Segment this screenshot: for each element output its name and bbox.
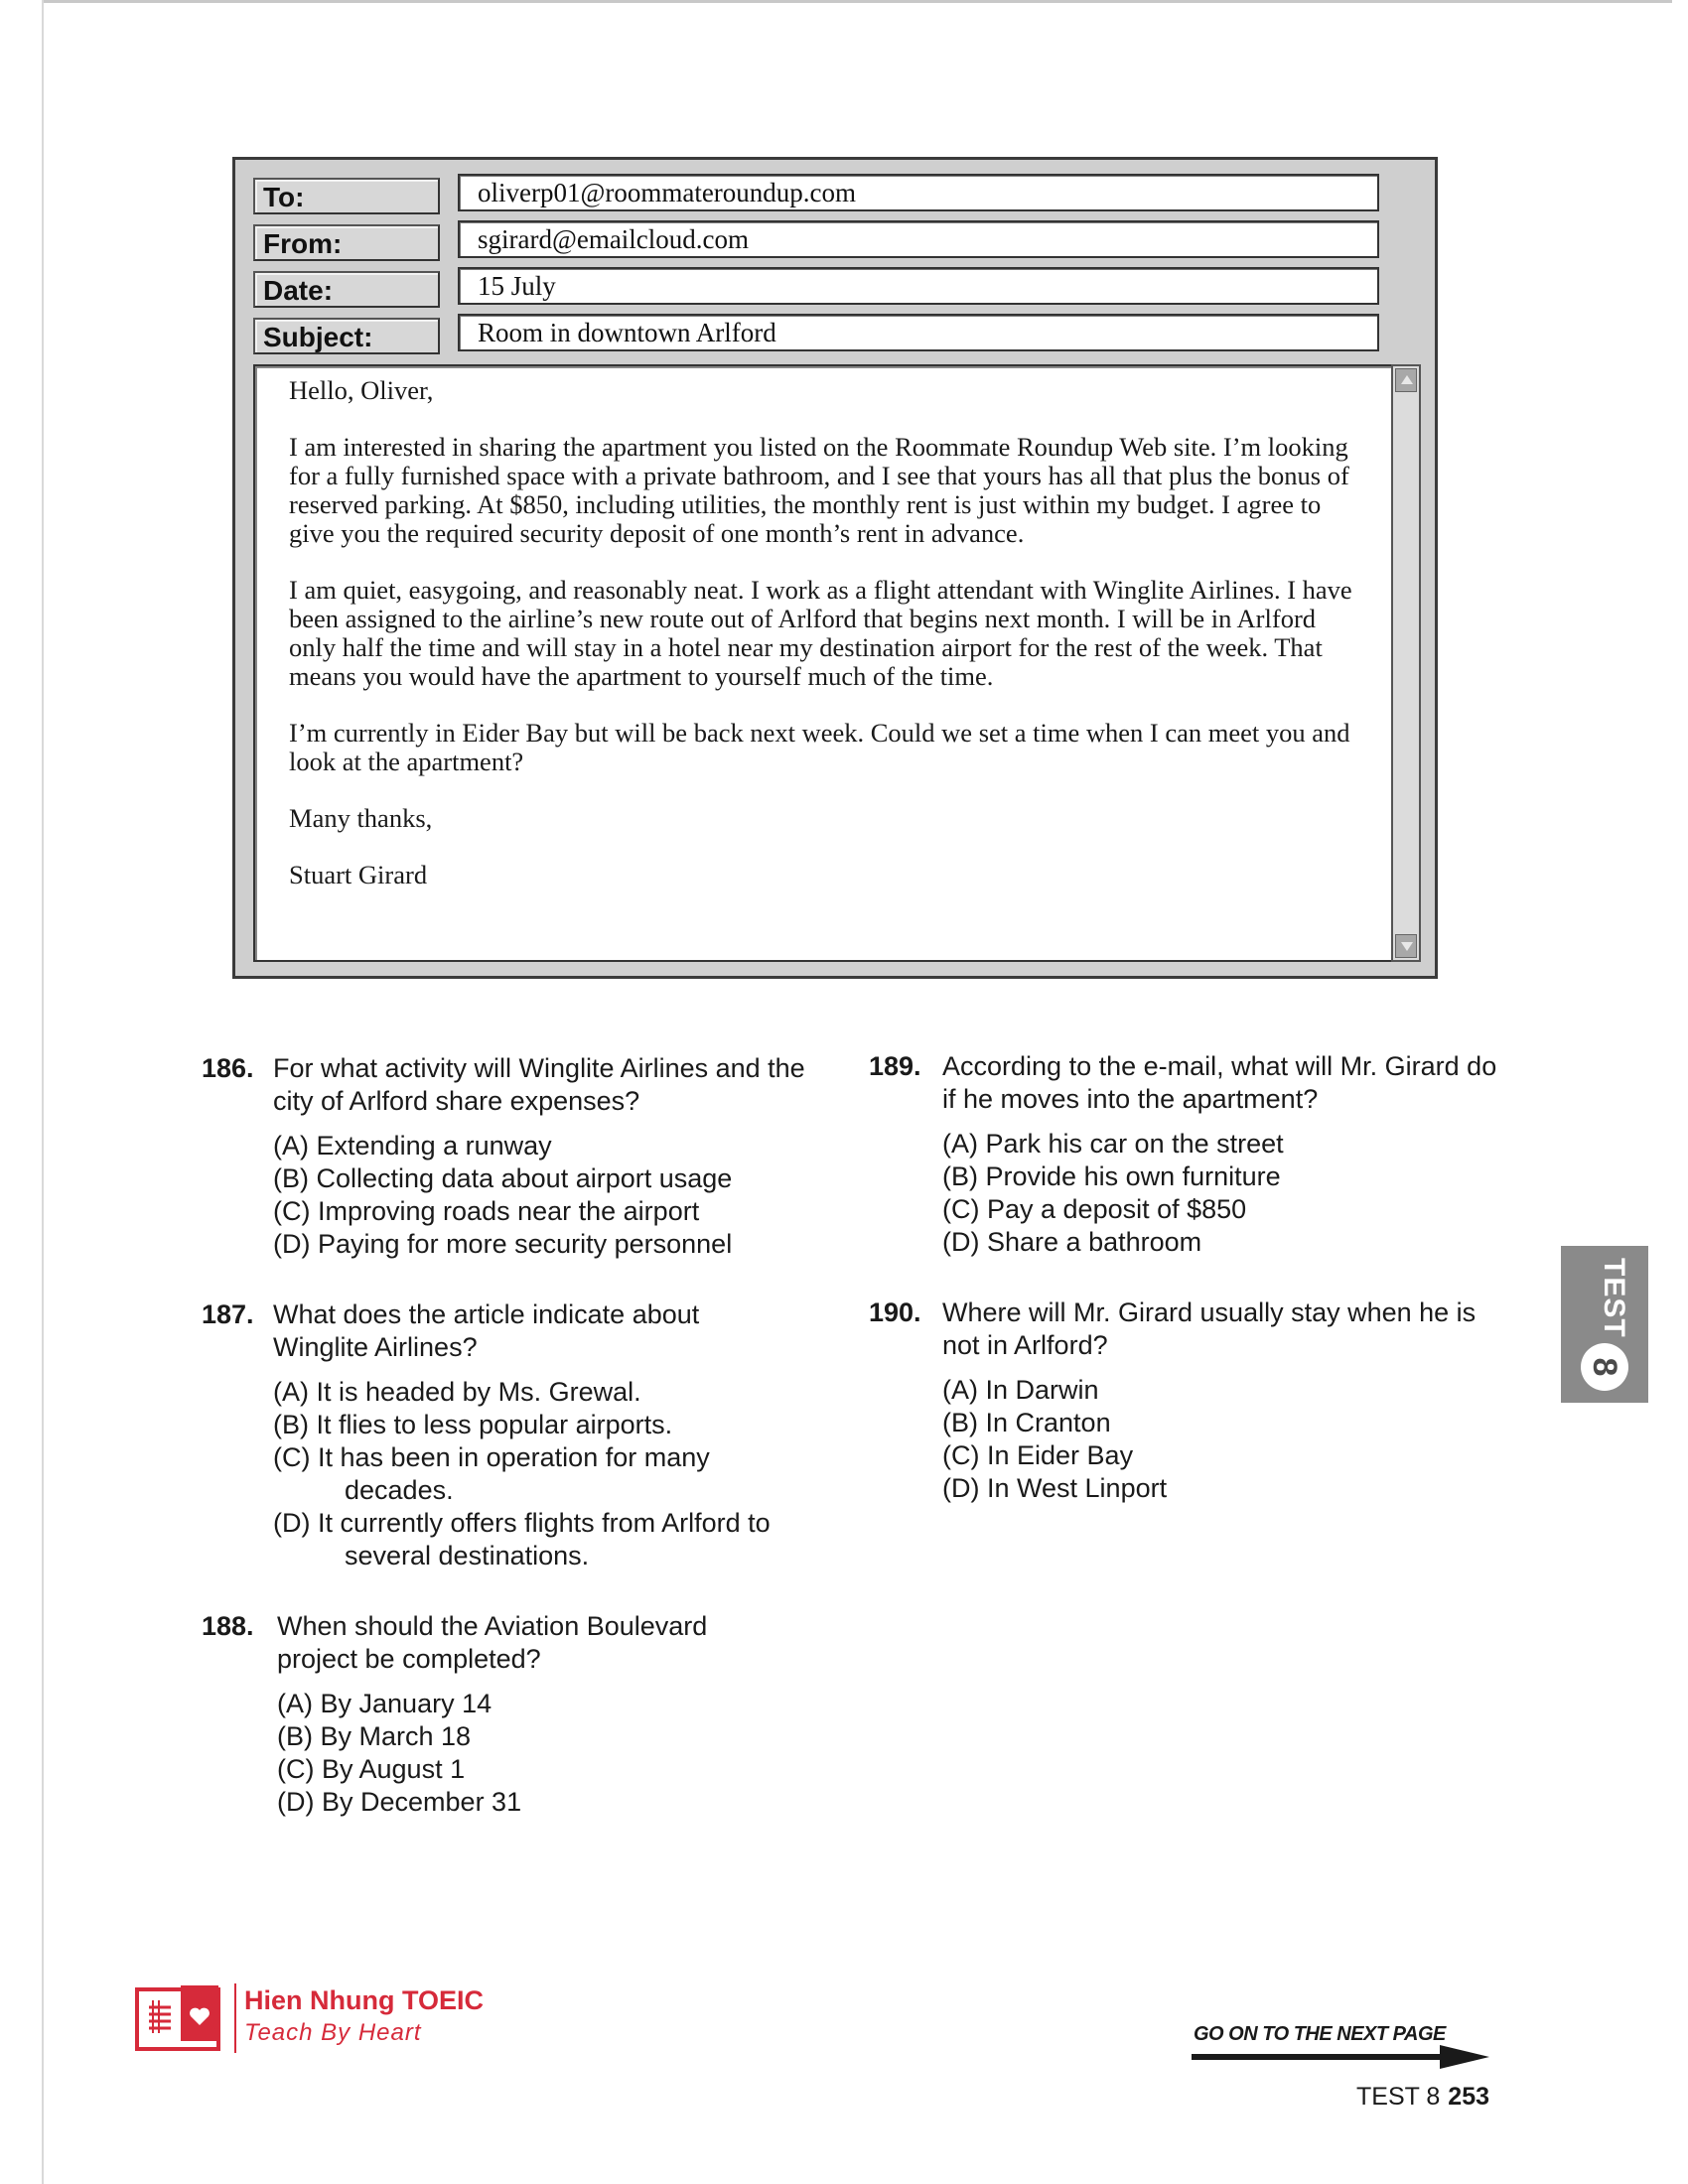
subject-field[interactable]: Room in downtown Arlford (458, 314, 1379, 351)
page-left-edge (42, 0, 44, 2184)
scroll-up-button[interactable] (1395, 368, 1417, 392)
question-number: 188. (202, 1611, 254, 1641)
answer-option-b[interactable]: (B) In Cranton (942, 1408, 1111, 1437)
book-heart-icon (135, 1983, 224, 2053)
publisher-logo (135, 1983, 532, 2063)
email-paragraph: I am interested in sharing the apartment you listed on the Roommate Roundup Web site. I’m looking for a fully furnished space with a private bathroom, and I see that yours has all that plus the bonus of reserved parking. At $850, including utilities, the monthly rent is just within my budget. I agree to give you the required security deposit of one month’s rent in advance. (289, 432, 1349, 548)
question-189 (869, 1050, 1504, 1269)
question-text: When should the Aviation Boulevard project be completed? (277, 1611, 708, 1674)
from-label: From: (253, 224, 440, 261)
question-text: What does the article indicate about Winglite Airlines? (273, 1299, 700, 1362)
email-greeting: Hello, Oliver, (289, 375, 434, 405)
email-header-to (253, 178, 1415, 214)
answer-option-b[interactable]: (B) Collecting data about airport usage (273, 1163, 733, 1193)
question-number: 190. (869, 1297, 921, 1327)
question-number: 187. (202, 1299, 254, 1329)
email-paragraph: I’m currently in Eider Bay but will be back next week. Could we set a time when I can meet you and look at the apartment? (289, 718, 1350, 776)
question-number: 189. (869, 1051, 921, 1081)
page-number-footer (1356, 2083, 1489, 2112)
answer-options (273, 1130, 732, 1261)
question-187 (202, 1298, 817, 1586)
question-190 (869, 1297, 1504, 1515)
arrow-up-icon (1401, 375, 1413, 384)
email-body[interactable] (253, 364, 1395, 962)
answer-option-d[interactable]: (D) In West Linport (942, 1473, 1168, 1503)
test-label: TEST 8 (1356, 2083, 1441, 2111)
question-text: Where will Mr. Girard usually stay when he is not in Arlford? (942, 1297, 1477, 1360)
question-186 (202, 1052, 817, 1271)
answer-options (942, 1128, 1284, 1259)
answer-option-d[interactable]: (D) It currently offers flights from Arlford to several destinations. (273, 1508, 771, 1570)
answer-option-d[interactable]: (D) Paying for more security personnel (273, 1229, 733, 1259)
answer-option-c[interactable]: (C) In Eider Bay (942, 1440, 1134, 1470)
date-label: Date: (253, 271, 440, 308)
from-field[interactable]: sgirard@emailcloud.com (458, 220, 1379, 258)
email-header-subject (253, 318, 1415, 354)
email-window (232, 157, 1438, 979)
answer-options (942, 1374, 1167, 1505)
email-header-from (253, 224, 1415, 261)
answer-option-a[interactable]: (A) By January 14 (277, 1689, 492, 1718)
email-signature: Stuart Girard (289, 860, 428, 889)
question-text: According to the e-mail, what will Mr. Girard do if he moves into the apartment? (942, 1051, 1497, 1114)
answer-option-c[interactable]: (C) By August 1 (277, 1754, 466, 1784)
logo-name: Hien Nhung TOEIC (244, 1985, 484, 2015)
question-text: For what activity will Winglite Airlines and the city of Arlford share expenses? (273, 1053, 805, 1116)
answer-option-b[interactable]: (B) Provide his own furniture (942, 1161, 1281, 1191)
answer-option-c[interactable]: (C) Pay a deposit of $850 (942, 1194, 1247, 1224)
answer-option-b[interactable]: (B) By March 18 (277, 1721, 472, 1751)
email-closing: Many thanks, (289, 803, 433, 833)
arrow-down-icon (1401, 942, 1413, 951)
arrow-right-icon (1192, 2045, 1489, 2069)
subject-label: Subject: (253, 318, 440, 354)
email-paragraph: I am quiet, easygoing, and reasonably neat. I work as a flight attendant with Winglite Airlines. I have been assigned to the airline’s new route out of Arlford that begins next month. I will be in Arlford only half the time and will stay in a hotel near my destination airport for the rest of the week. That means you would have the apartment to yourself much of the time. (289, 575, 1352, 691)
question-number: 186. (202, 1053, 254, 1083)
answer-option-b[interactable]: (B) It flies to less popular airports. (273, 1410, 673, 1439)
to-label: To: (253, 178, 440, 214)
date-field[interactable]: 15 July (458, 267, 1379, 305)
answer-options (273, 1376, 771, 1572)
logo-divider (234, 1983, 236, 2053)
answer-option-a[interactable]: (A) It is headed by Ms. Grewal. (273, 1377, 641, 1407)
email-body-text (289, 376, 1361, 917)
answer-option-c[interactable]: (C) Improving roads near the airport (273, 1196, 700, 1226)
answer-option-c[interactable]: (C) It has been in operation for many decades. (273, 1442, 710, 1505)
scroll-down-button[interactable] (1395, 934, 1417, 958)
answer-option-a[interactable]: (A) Park his car on the street (942, 1129, 1284, 1159)
test-side-tab (1561, 1246, 1648, 1403)
answer-option-d[interactable]: (D) Share a bathroom (942, 1227, 1202, 1257)
go-on-next-page: GO ON TO THE NEXT PAGE (1194, 2023, 1446, 2045)
answer-option-d[interactable]: (D) By December 31 (277, 1787, 522, 1817)
answer-options (277, 1688, 521, 1819)
answer-option-a[interactable]: (A) Extending a runway (273, 1131, 552, 1160)
logo-tagline: Teach By Heart (244, 2019, 422, 2046)
page-top-edge (44, 0, 1672, 3)
answer-option-a[interactable]: (A) In Darwin (942, 1375, 1099, 1405)
email-header-date (253, 271, 1415, 308)
email-scrollbar[interactable] (1391, 364, 1421, 962)
side-tab-number: 8 (1581, 1343, 1628, 1391)
question-188 (202, 1610, 817, 1829)
side-tab-label: TEST (1598, 1258, 1630, 1338)
to-field[interactable]: oliverp01@roommateroundup.com (458, 174, 1379, 211)
page-number: 253 (1448, 2083, 1490, 2111)
